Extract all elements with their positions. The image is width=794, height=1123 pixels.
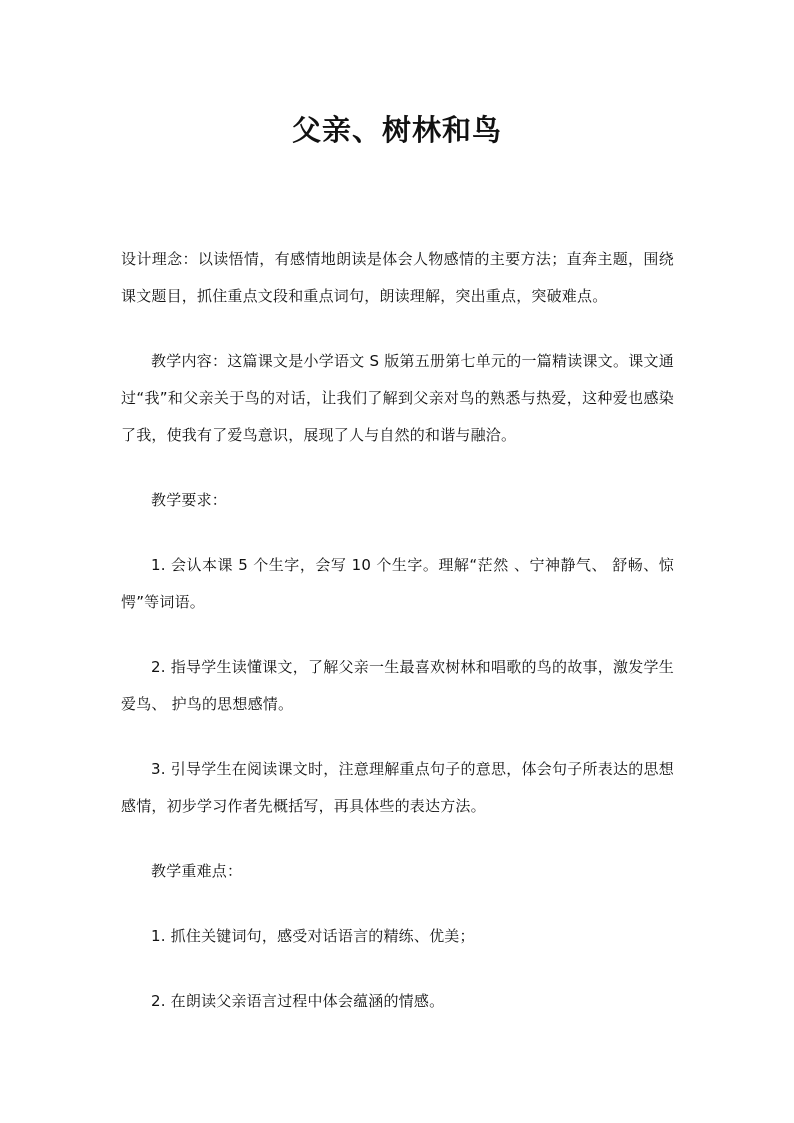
document-title: 父亲、树林和鸟 <box>291 113 502 147</box>
difficulty-item-1: 1. 抓住关键词句，感受对话语言的精练、优美； <box>151 927 475 945</box>
difficulty-item-2: 2. 在朗读父亲语言过程中体会蕴涵的情感。 <box>151 992 445 1010</box>
teaching-content-paragraph: 教学内容：这篇课文是小学语文 S 版第五册第七单元的一篇精读课文。课文通过“我”和父亲关于鸟的对话，让我们了解到父亲对鸟的熟悉与热爱，这种爱也感染了我，使我有了爱鸟意识，展现了人与自然的和谐与融洽。 <box>121 352 674 444</box>
requirement-item-2: 2. 指导学生读懂课文，了解父亲一生最喜欢树林和唱歌的鸟的故事，激发学生爱鸟、 护鸟的思想感情。 <box>121 658 674 713</box>
requirement-item-3: 3. 引导学生在阅读课文时，注意理解重点句子的意思，体会句子所表达的思想感情，初步学习作者先概括写，再具体些的表达方法。 <box>121 760 674 815</box>
design-concept-paragraph: 设计理念：以读悟情，有感情地朗读是体会人物感情的主要方法；直奔主题，围绕课文题目，抓住重点文段和重点词句，朗读理解，突出重点，突破难点。 <box>121 250 674 305</box>
requirement-item-1: 1. 会认本课 5 个生字，会写 10 个生字。理解“茫然 、宁神静气、 舒畅、惊愕”等词语。 <box>121 556 674 611</box>
key-difficulties-heading: 教学重难点： <box>151 862 243 880</box>
document-body <box>121 241 674 1048</box>
teaching-requirements-heading: 教学要求： <box>151 491 228 509</box>
